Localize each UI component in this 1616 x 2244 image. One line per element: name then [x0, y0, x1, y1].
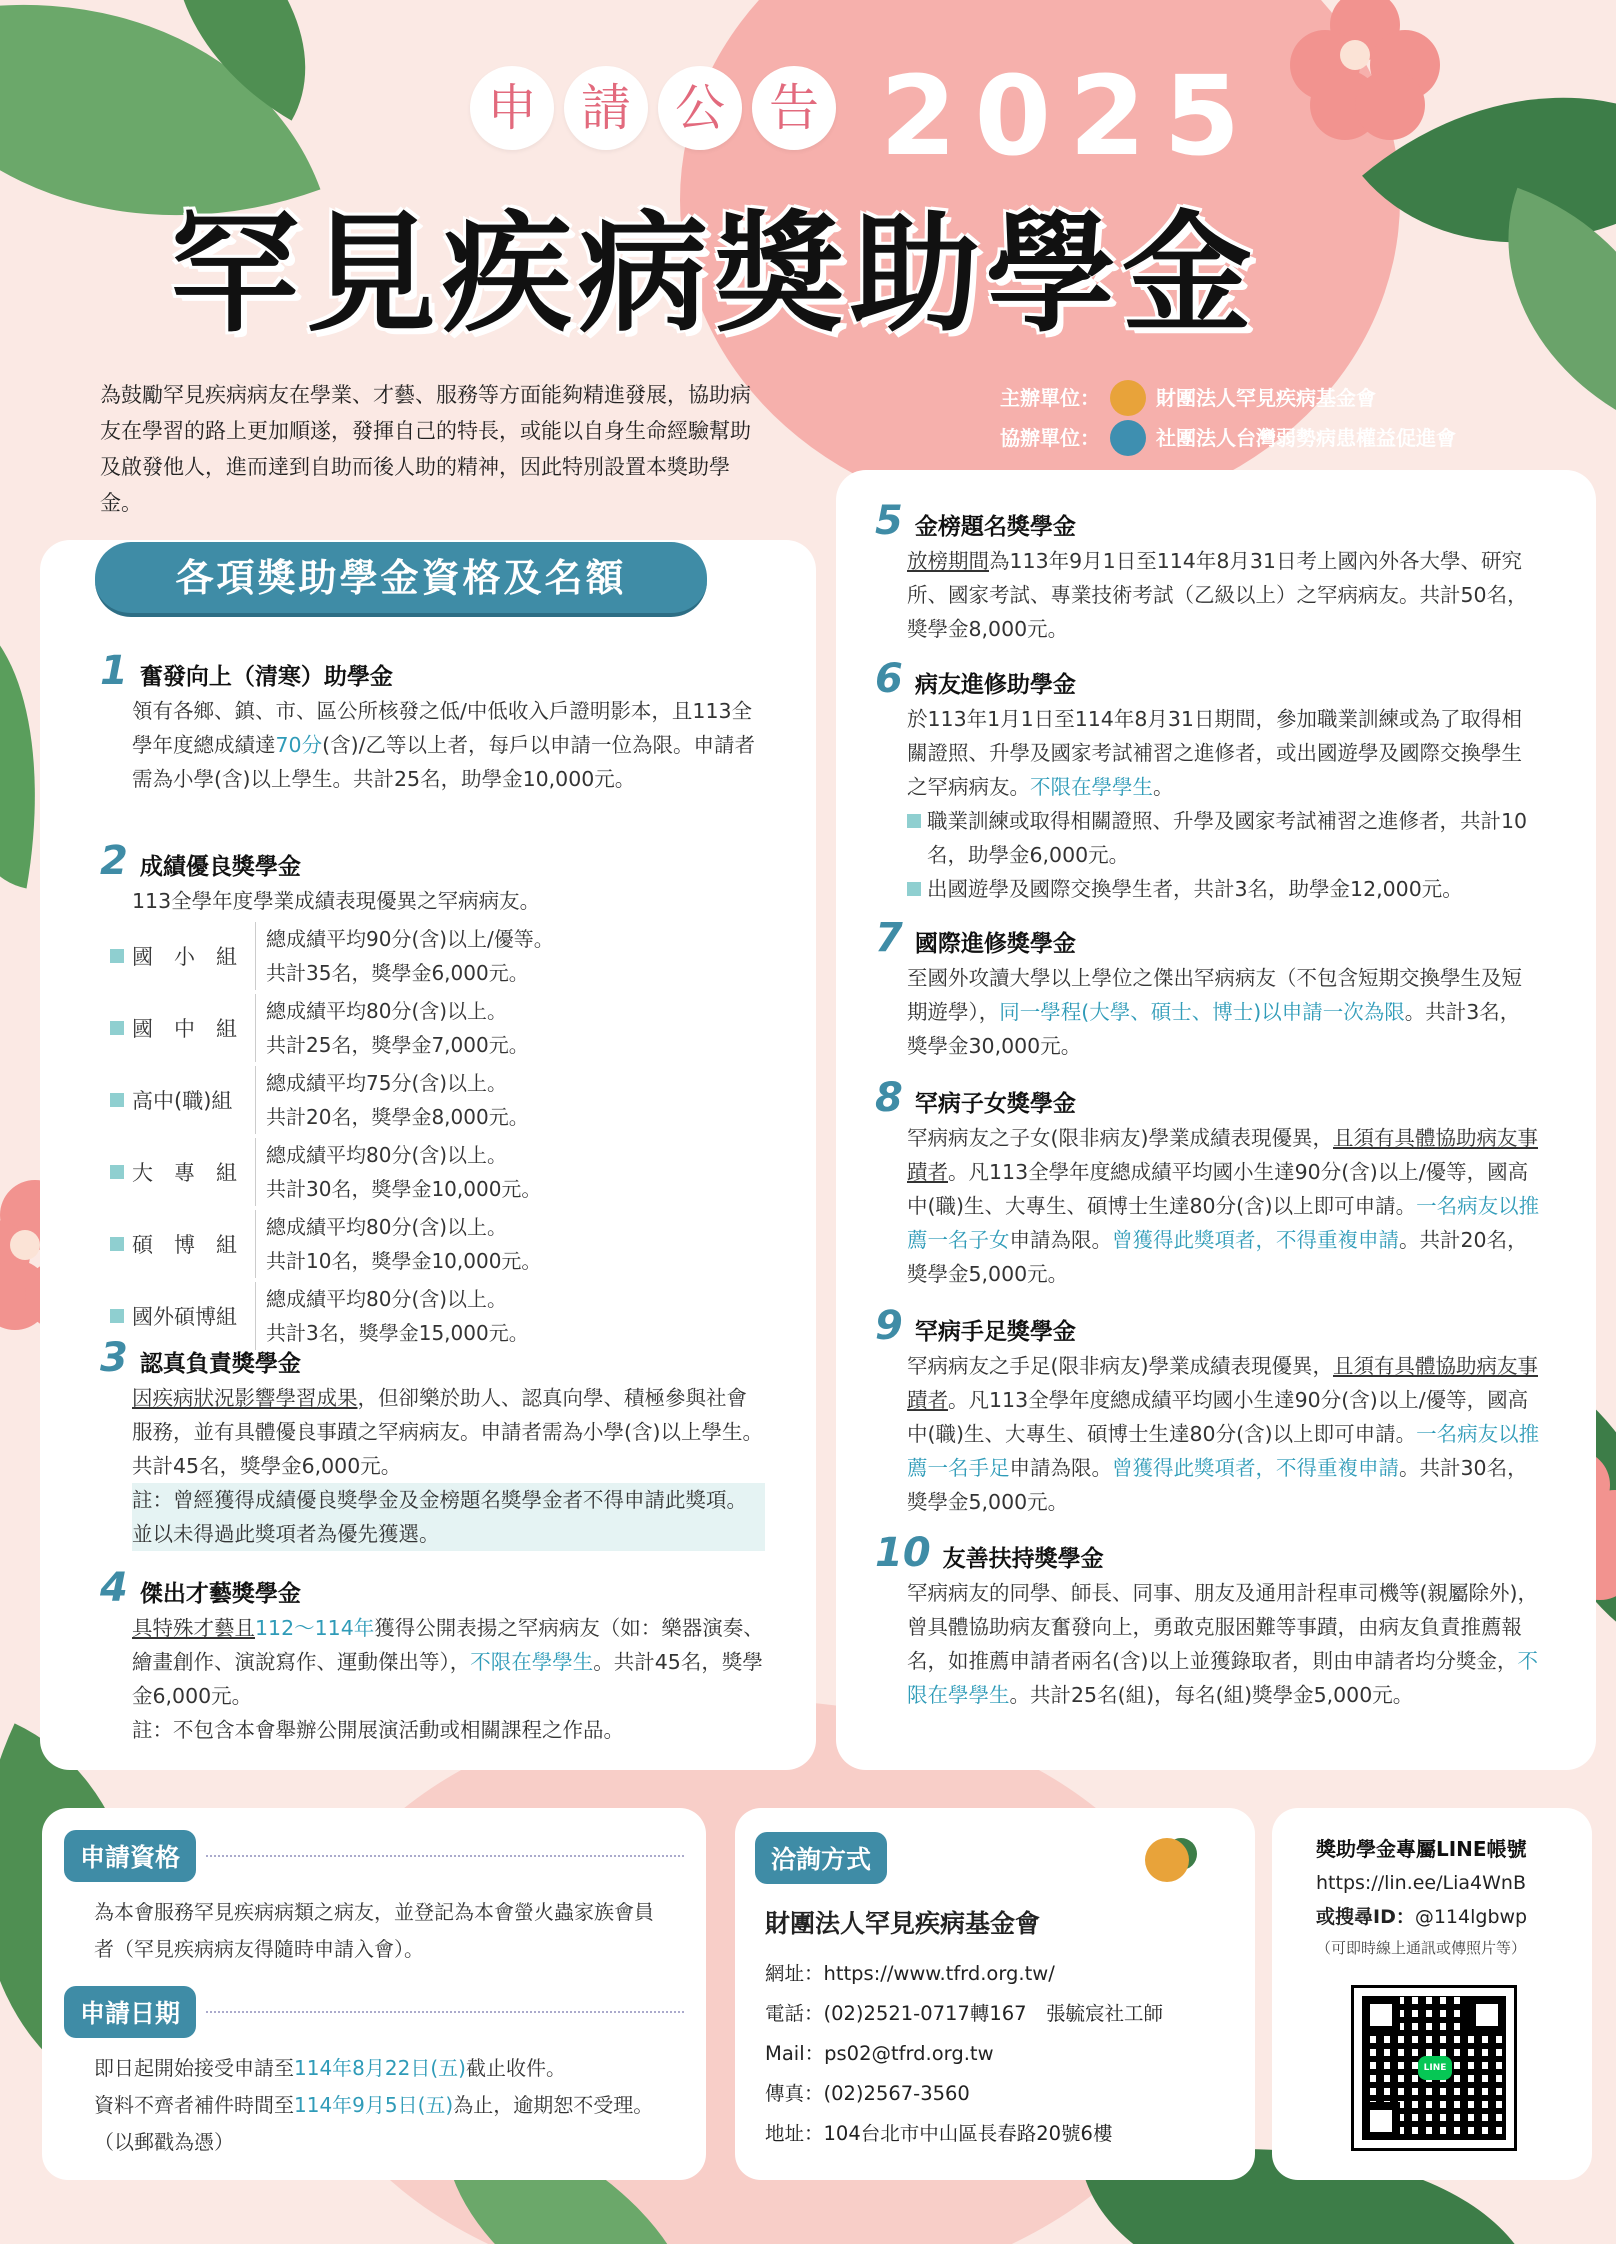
eligibility-text: 為本會服務罕見疾病病類之病友，並登記為本會螢火蟲家族會員者（罕見疾病病友得隨時申請入會）。 — [94, 1900, 654, 1961]
item-number: 5 — [875, 498, 903, 544]
group-row: 國 小 組 總成績平均90分(含)以上/優等。 共計35名，獎學金6,000元。 — [110, 922, 765, 990]
qr-code[interactable] — [1354, 1988, 1514, 2148]
item-body: 於113年1月1日至114年8月31日期間，參加職業訓練或為了取得相關證照、升學及國家考試補習之進修者，或出國遊學及國際交換學生之罕病病友。不限在學學生。 — [907, 707, 1522, 799]
firefly-logo-icon — [1110, 380, 1146, 416]
intro-paragraph: 為鼓勵罕見疾病病友在學業、才藝、服務等方面能夠精進發展，協助病友在學習的路上更加順遂，發揮自己的特長，或能以自身生命經驗幫助及啟發他人，進而達到自助而後人助的精神，因此特別設置本獎助學金。 — [100, 383, 751, 515]
item-title: 金榜題名獎學金 — [914, 514, 1076, 540]
item-title: 友善扶持獎學金 — [942, 1546, 1104, 1572]
item-number: 8 — [875, 1075, 903, 1121]
scholarship-item-4 — [100, 1565, 765, 1747]
people-logo-icon — [1110, 420, 1146, 456]
tag-char: 申 — [470, 66, 554, 150]
group-row: 大 專 組 總成績平均80分(含)以上。 共計30名，獎學金10,000元。 — [110, 1138, 765, 1206]
fax: (02)2567-3560 — [823, 2082, 970, 2105]
group-row: 國 中 組 總成績平均80分(含)以上。 共計25名，獎學金7,000元。 — [110, 994, 765, 1062]
phone: (02)2521-0717轉167 張毓宸社工師 — [823, 2002, 1164, 2025]
line-search: 或搜尋ID：@114lgbwp — [1316, 1906, 1528, 1928]
scholarship-item-6 — [875, 656, 1540, 906]
host-label: 主辦單位： — [1000, 386, 1100, 410]
item-number: 6 — [875, 656, 903, 702]
group-row: 碩 博 組 總成績平均80分(含)以上。 共計10名，獎學金10,000元。 — [110, 1210, 765, 1278]
item-body: 具特殊才藝且112～114年獲得公開表揚之罕病病友（如：樂器演奏、繪畫創作、演說寫作、運動傑出等），不限在學學生。共計45名，獎學金6,000元。 — [132, 1616, 764, 1708]
item-bullet: 出國遊學及國際交換學生者，共計3名，助學金12,000元。 — [875, 872, 1540, 906]
item-title: 傑出才藝獎學金 — [139, 1581, 301, 1607]
dates-text: 即日起開始接受申請至114年8月22日(五)截止收件。 資料不齊者補件時間至114年9月5日(五)為止，逾期恕不受理。（以郵戳為憑） — [94, 2056, 654, 2154]
scholarship-item-1 — [100, 648, 765, 796]
item-number: 3 — [100, 1335, 128, 1381]
item-title: 認真負責獎學金 — [139, 1351, 301, 1377]
item-title: 罕病手足獎學金 — [914, 1319, 1076, 1345]
item-body: 113全學年度學業成績表現優異之罕病病友。 — [132, 889, 541, 913]
eligibility-title: 申請資格 — [64, 1830, 196, 1882]
group-row: 高中(職)組 總成績平均75分(含)以上。 共計20名，獎學金8,000元。 — [110, 1066, 765, 1134]
host-name: 財團法人罕見疾病基金會 — [1156, 386, 1376, 410]
item-number: 9 — [875, 1303, 903, 1349]
line-card — [1272, 1808, 1592, 2180]
item-title: 病友進修助學金 — [914, 672, 1076, 698]
line-url[interactable]: https://lin.ee/Lia4WnB — [1316, 1872, 1526, 1894]
contact-title: 洽詢方式 — [755, 1832, 887, 1884]
announcement-tag — [470, 66, 836, 150]
item-number: 1 — [100, 648, 128, 694]
tag-char: 告 — [752, 66, 836, 150]
item-body: 放榜期間為113年9月1日至114年8月31日考上國內外各大學、研究所、國家考試、專業技術考試（乙級以上）之罕病病友。共計50名，獎學金8,000元。 — [907, 549, 1528, 641]
item-title: 國際進修獎學金 — [914, 931, 1076, 957]
scholarship-item-8 — [875, 1075, 1540, 1291]
item-body: 罕病病友的同學、師長、同事、朋友及通用計程車司機等(親屬除外)，曾具體協助病友奮發向上，勇敢克服困難等事蹟，由病友負責推薦報名，如推薦申請者兩名(含)以上並獲錄取者，則由申請者均分獎金，不限在學學生。共計25名(組)，每名(組)獎學金5,000元。 — [907, 1581, 1538, 1707]
line-logo-icon: LINE — [1418, 2056, 1452, 2080]
scholarship-item-9 — [875, 1303, 1540, 1519]
item-note: 註：曾經獲得成績優良獎學金及金榜題名獎學金者不得申請此獎項。並以未得過此獎項者為優先獲選。 — [132, 1483, 765, 1551]
item-body: 至國外攻讀大學以上學位之傑出罕病病友（不包含短期交換學生及短期遊學），同一學程(大學、碩士、博士)以申請一次為限。共計3名，獎學金30,000元。 — [907, 966, 1522, 1058]
tag-char: 公 — [658, 66, 742, 150]
scholarship-item-3 — [100, 1335, 765, 1551]
contact-org: 財團法人罕見疾病基金會 — [765, 1909, 1041, 1938]
item-title: 罕病子女獎學金 — [914, 1091, 1076, 1117]
scholarship-item-7 — [875, 915, 1540, 1063]
organizers — [1000, 378, 1456, 458]
section-title: 各項獎助學金資格及名額 — [95, 542, 707, 617]
grade-groups — [100, 922, 765, 1350]
item-title: 成績優良獎學金 — [139, 854, 301, 880]
co-label: 協辦單位： — [1000, 426, 1100, 450]
dates-title: 申請日期 — [64, 1986, 196, 2038]
firefly-icon — [1145, 1838, 1189, 1882]
item-number: 7 — [875, 915, 903, 961]
scholarship-item-10 — [875, 1530, 1555, 1712]
page-title: 罕見疾病獎助學金 — [170, 197, 1259, 350]
email-link[interactable]: ps02@tfrd.org.tw — [824, 2042, 994, 2065]
tag-char: 請 — [564, 66, 648, 150]
item-note: 註：不包含本會舉辦公開展演活動或相關課程之作品。 — [132, 1718, 624, 1742]
item-body: 罕病病友之子女(限非病友)學業成績表現優異，且須有具體協助病友事蹟者。凡113全學年度總成績平均國小生達90分(含)以上/優等，國高中(職)生、大專生、碩博士生達80分(含)以上即可申請。一名病友以推薦一名子女申請為限。曾獲得此獎項者，不得重複申請。共計20名，獎學金5,000元。 — [907, 1126, 1540, 1286]
item-body: 因疾病狀況影響學習成果，但卻樂於助人、認真向學、積極參與社會服務，並有具體優良事蹟之罕病病友。申請者需為小學(含)以上學生。共計45名，獎學金6,000元。 — [132, 1386, 763, 1478]
item-number: 10 — [875, 1530, 931, 1576]
co-name: 社團法人台灣弱勢病患權益促進會 — [1156, 426, 1456, 450]
item-number: 4 — [100, 1565, 128, 1611]
flower-decoration — [1290, 0, 1440, 140]
line-title: 獎助學金專屬LINE帳號 — [1316, 1837, 1527, 1861]
item-bullet: 職業訓練或取得相關證照、升學及國家考試補習之進修者，共計10名，助學金6,000元。 — [875, 804, 1540, 872]
item-number: 2 — [100, 838, 128, 884]
eligibility-card — [42, 1808, 706, 2180]
item-body: 罕病病友之手足(限非病友)學業成績表現優異，且須有具體協助病友事蹟者。凡113全學年度總成績平均國小生達90分(含)以上/優等，國高中(職)生、大專生、碩博士生達80分(含)以上即可申請。一名病友以推薦一名手足申請為限。曾獲得此獎項者，不得重複申請。共計30名，獎學金5,000元。 — [907, 1354, 1540, 1514]
year: 2025 — [880, 52, 1259, 180]
line-note: （可即時線上通訊或傳照片等） — [1316, 1939, 1527, 1957]
address: 104台北市中山區長春路20號6樓 — [823, 2122, 1113, 2145]
scholarship-item-5 — [875, 498, 1540, 646]
item-body: 領有各鄉、鎮、市、區公所核發之低/中低收入戶證明影本，且113全學年度總成績達70分(含)/乙等以上者，每戶以申請一位為限。申請者需為小學(含)以上學生。共計25名，助學金10,000元。 — [132, 699, 755, 791]
website-link[interactable]: https://www.tfrd.org.tw/ — [823, 1962, 1055, 1985]
contact-card: 洽詢方式 財團法人罕見疾病基金會 網址：https://www.tfrd.org.tw/ 電話：(02)2521-0717轉167 張毓宸社工師 Mail：ps02@tfrd.org.tw 傳真：(02)2567-3560 地址：104台北市中山區長春路20號6樓 — [735, 1808, 1255, 2180]
scholarship-item-2 — [100, 838, 765, 1350]
item-title: 奮發向上（清寒）助學金 — [139, 664, 393, 690]
group-row: 國外碩博組 總成績平均80分(含)以上。 共計3名，獎學金15,000元。 — [110, 1282, 765, 1350]
